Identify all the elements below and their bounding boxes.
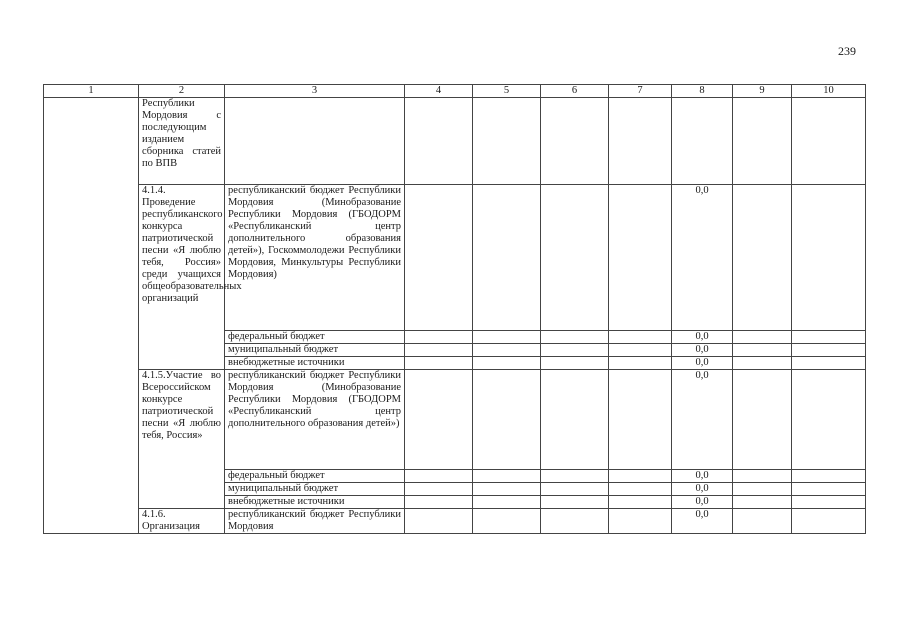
budget-table xyxy=(43,84,866,534)
value-cell: 0,0 xyxy=(672,185,733,331)
table-row xyxy=(44,370,866,470)
column-header: 8 xyxy=(672,85,733,98)
value-cell: 0,0 xyxy=(672,496,733,509)
value-cell: 0,0 xyxy=(672,470,733,483)
funding-source-cell: муниципальный бюджет xyxy=(225,344,405,357)
value-cell: 0,0 xyxy=(672,370,733,470)
value-cell: 0,0 xyxy=(672,331,733,344)
column-header: 1 xyxy=(44,85,139,98)
column-header: 5 xyxy=(473,85,541,98)
funding-source-cell: федеральный бюджет xyxy=(225,331,405,344)
funding-source-cell: республиканский бюджет Республики Мордовия (Минобразование Республики Мордовия (ГБОДОРМ «Республиканский центр дополнительного образования детей»), Госкоммолодежи Республики Мордовия, Минкультуры Республики Мордовия) xyxy=(225,185,405,331)
table-row xyxy=(44,185,866,331)
page-number: 239 xyxy=(838,44,856,58)
column-header: 4 xyxy=(405,85,473,98)
column-header: 10 xyxy=(792,85,866,98)
table-row xyxy=(44,98,866,185)
funding-source-cell: республиканский бюджет Республики Мордовия (Минобразование Республики Мордовия (ГБОДОРМ «Республиканский центр дополнительного образования детей») xyxy=(225,370,405,470)
column-header: 6 xyxy=(541,85,609,98)
funding-source-cell: внебюджетные источники xyxy=(225,357,405,370)
item-name-cell: 4.1.6. Организация xyxy=(139,509,225,534)
item-name-cell: 4.1.5.Участие во Всероссийском конкурсе патриотической песни «Я люблю тебя, Россия» xyxy=(139,370,225,509)
table-row xyxy=(44,509,866,534)
funding-source-cell: республиканский бюджет Республики Мордовия xyxy=(225,509,405,534)
column-header: 7 xyxy=(609,85,672,98)
col1-cell xyxy=(44,98,139,534)
funding-source-cell: муниципальный бюджет xyxy=(225,483,405,496)
item-name-cell: Республики Мордовия с последующим изданием сборника статей по ВПВ xyxy=(139,98,225,185)
column-header: 9 xyxy=(733,85,792,98)
column-header: 2 xyxy=(139,85,225,98)
header-row xyxy=(44,85,866,98)
value-cell: 0,0 xyxy=(672,344,733,357)
item-name-cell: 4.1.4. Проведение республиканского конкурса патриотической песни «Я люблю тебя, Россия» среди учащихся общеобразовательных организаций xyxy=(139,185,225,370)
value-cell: 0,0 xyxy=(672,509,733,534)
value-cell: 0,0 xyxy=(672,357,733,370)
value-cell: 0,0 xyxy=(672,483,733,496)
funding-source-cell: внебюджетные источники xyxy=(225,496,405,509)
funding-source-cell: федеральный бюджет xyxy=(225,470,405,483)
column-header: 3 xyxy=(225,85,405,98)
